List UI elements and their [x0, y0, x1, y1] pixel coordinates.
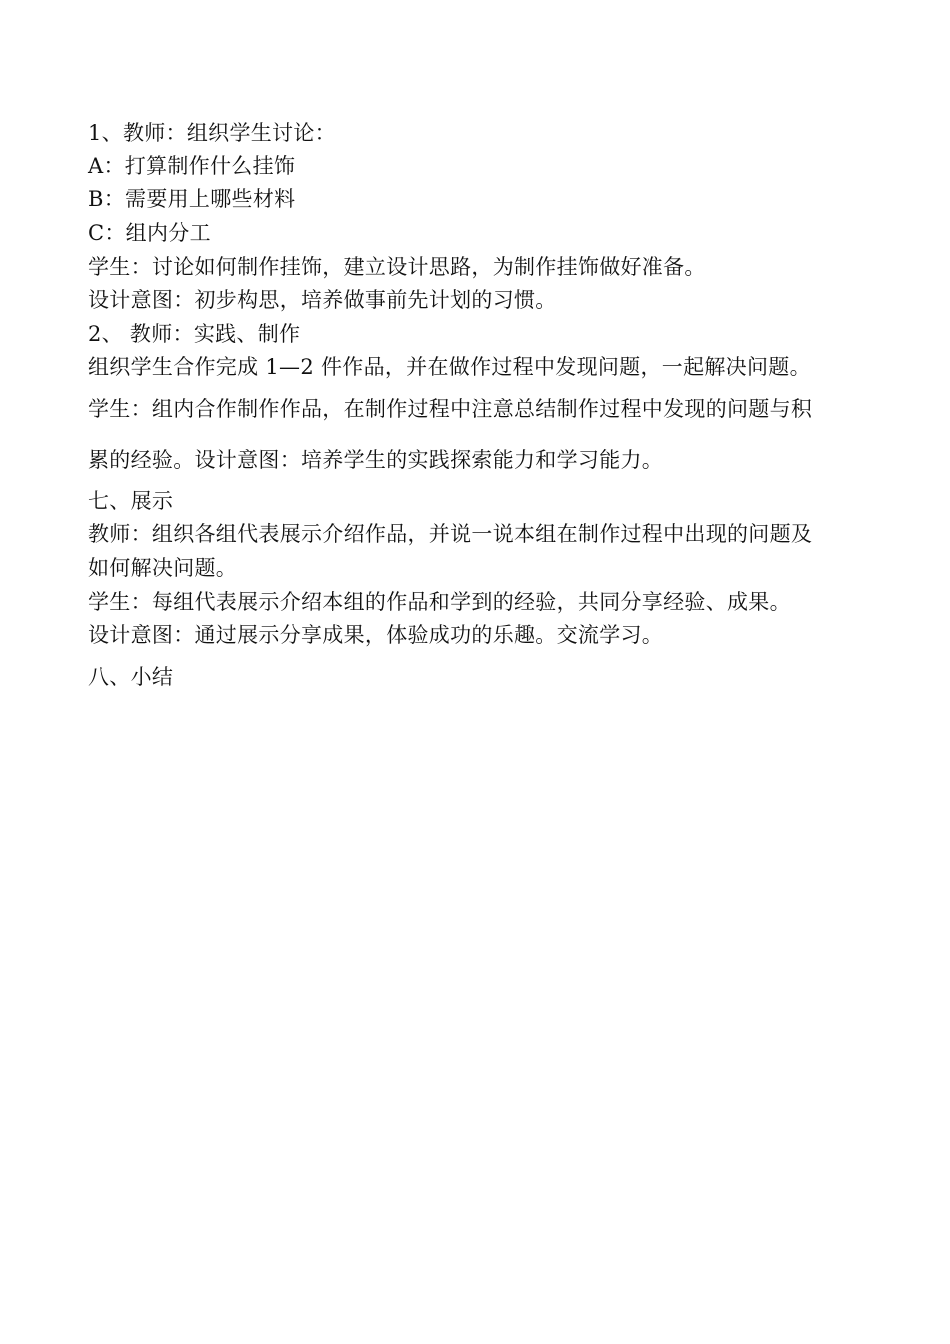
discussion-item-a: A：打算制作什么挂饰: [88, 154, 296, 178]
practice-design-intent-line: 累的经验。设计意图：培养学生的实践探索能力和学习能力。: [88, 448, 664, 472]
teacher-showcase-line-cont: 如何解决问题。: [88, 556, 238, 580]
student-practice-line: 学生：组内合作制作作品，在制作过程中注意总结制作过程中发现的问题与积: [88, 397, 813, 421]
student-showcase-line: 学生：每组代表展示介绍本组的作品和学到的经验，共同分享经验、成果。: [88, 590, 791, 614]
student-discussion-line: 学生：讨论如何制作挂饰，建立设计思路，为制作挂饰做好准备。: [88, 255, 706, 279]
teacher-showcase-line: 教师：组织各组代表展示介绍作品，并说一说本组在制作过程中出现的问题及: [88, 522, 813, 546]
design-intent-line: 设计意图：初步构思，培养做事前先计划的习惯。: [88, 288, 557, 312]
section-eight-heading: 八、小结: [88, 665, 174, 689]
showcase-design-intent-line: 设计意图：通过展示分享成果，体验成功的乐趣。交流学习。: [88, 623, 664, 647]
discussion-item-b: B：需要用上哪些材料: [88, 187, 296, 211]
step-2-teacher-heading: 2、 教师：实践、制作: [88, 322, 301, 346]
organize-practice-line: 组织学生合作完成 1—2 件作品，并在做作过程中发现问题，一起解决问题。: [88, 355, 811, 379]
section-seven-heading: 七、展示: [88, 489, 174, 513]
discussion-item-c: C：组内分工: [88, 221, 211, 245]
step-1-teacher-heading: 1、教师：组织学生讨论：: [88, 121, 336, 145]
